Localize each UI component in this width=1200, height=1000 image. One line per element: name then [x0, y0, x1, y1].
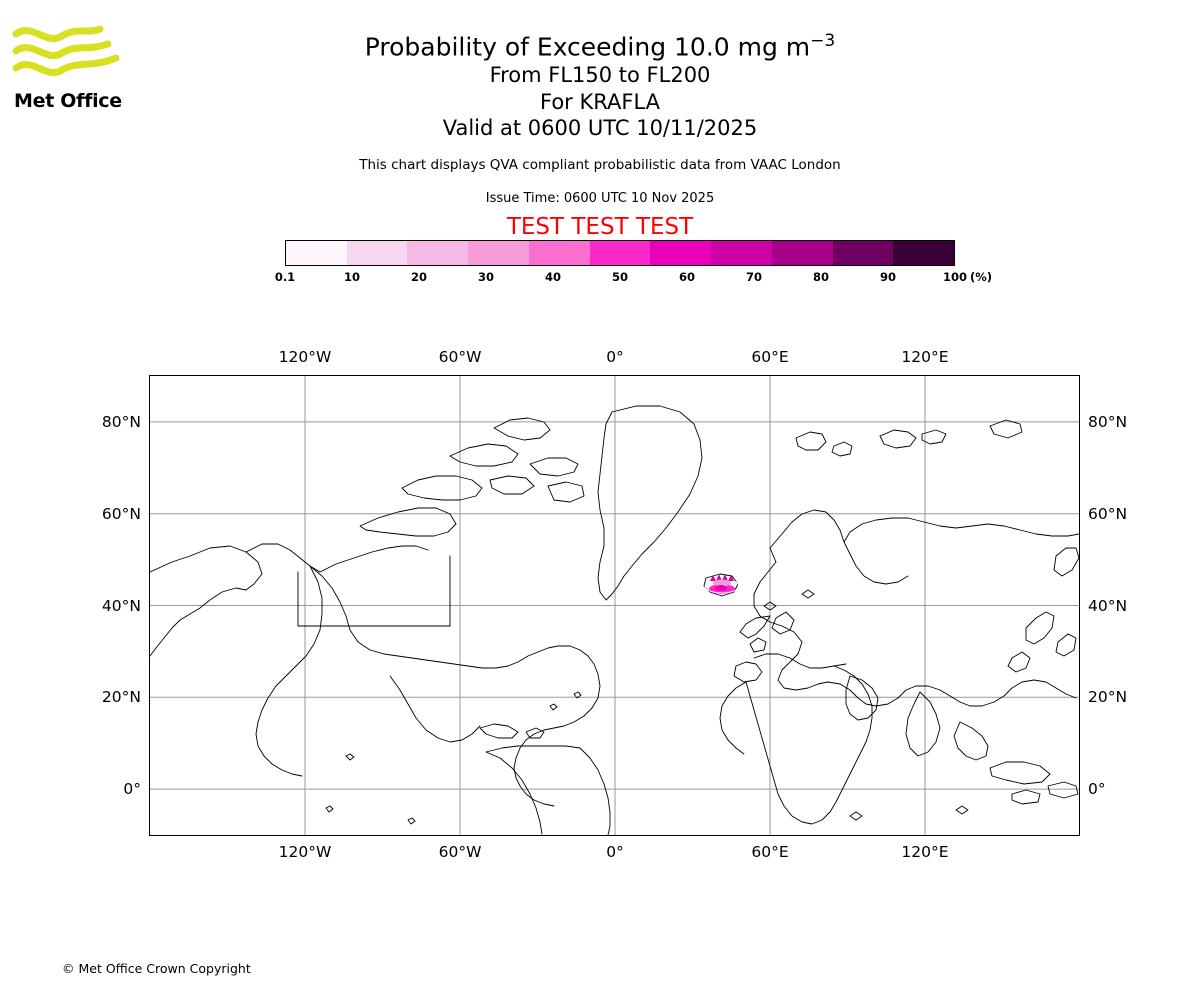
colourbar-cell-4	[529, 241, 590, 265]
map-right-label-1: 60°N	[1088, 504, 1128, 523]
map-bottom-label-2: 0°	[606, 843, 624, 861]
map-bottom-label-0: 120°W	[278, 843, 332, 861]
map-top-label-4: 120°E	[901, 348, 949, 366]
test-banner: TEST TEST TEST	[506, 214, 694, 240]
colourbar-cell-7	[711, 241, 772, 265]
map-bottom-label-1: 60°W	[438, 843, 482, 861]
valid-time-subtitle: Valid at 0600 UTC 10/11/2025	[442, 116, 758, 140]
colourbar-cell-8	[772, 241, 833, 265]
map-top-label-0: 120°W	[278, 348, 332, 366]
colourbar-cell-5	[590, 241, 651, 265]
map-bottom-label-3: 60°E	[751, 843, 789, 861]
map-top-label-2: 0°	[606, 348, 624, 366]
page-title-text: Probability of Exceeding 10.0 mg m	[364, 32, 811, 62]
world-map	[150, 376, 1079, 835]
map-top-label-3: 60°E	[751, 348, 789, 366]
issue-time-label: Issue Time: 0600 UTC 10 Nov 2025	[485, 191, 715, 206]
probability-colourbar	[285, 240, 955, 266]
colourbar-tick-10: 10	[343, 270, 361, 284]
colourbar-cell-9	[833, 241, 894, 265]
colourbar-gradient	[285, 240, 955, 266]
flight-level-subtitle: From FL150 to FL200	[489, 63, 711, 87]
colourbar-tick-40: 40	[544, 270, 562, 284]
map-top-label-1: 60°W	[438, 348, 482, 366]
page-title	[0, 26, 1200, 62]
map-left-label-3: 20°N	[101, 688, 141, 707]
map-left-label-2: 40°N	[101, 596, 141, 615]
colourbar-unit-label: (%)	[970, 270, 993, 284]
colourbar-cell-2	[407, 241, 468, 265]
colourbar-tick-20: 20	[410, 270, 428, 284]
qva-note: This chart displays QVA compliant probabilistic data from VAAC London	[359, 157, 841, 173]
map-left-label-4: 0°	[123, 780, 141, 799]
colourbar-cell-3	[468, 241, 529, 265]
colourbar-tick-80: 80	[812, 270, 830, 284]
colourbar-cell-6	[650, 241, 711, 265]
map-right-label-2: 40°N	[1088, 596, 1128, 615]
map-bottom-label-4: 120°E	[901, 843, 949, 861]
colourbar-tick-labels	[274, 270, 968, 286]
colourbar-cell-10	[893, 241, 954, 265]
map-right-label-3: 20°N	[1088, 688, 1128, 707]
copyright-notice: © Met Office Crown Copyright	[62, 961, 251, 976]
colourbar-tick-30: 30	[477, 270, 495, 284]
colourbar-tick-60: 60	[678, 270, 696, 284]
colourbar-tick-0.1: 0.1	[274, 270, 296, 284]
map-left-label-0: 80°N	[101, 412, 141, 431]
colourbar-cell-0	[286, 241, 347, 265]
world-map-panel	[149, 375, 1080, 836]
colourbar-cell-1	[347, 241, 408, 265]
volcano-subtitle: For KRAFLA	[540, 90, 660, 114]
map-gridlines	[150, 376, 1079, 835]
map-right-label-0: 80°N	[1088, 412, 1128, 431]
colourbar-tick-50: 50	[611, 270, 629, 284]
colourbar-tick-90: 90	[879, 270, 897, 284]
colourbar-tick-100: 100	[942, 270, 968, 284]
map-left-label-1: 60°N	[101, 504, 141, 523]
met-office-logo-text: Met Office	[14, 90, 122, 112]
map-right-label-4: 0°	[1088, 780, 1106, 799]
page-title-superscript: −3	[810, 31, 836, 51]
colourbar-tick-70: 70	[745, 270, 763, 284]
